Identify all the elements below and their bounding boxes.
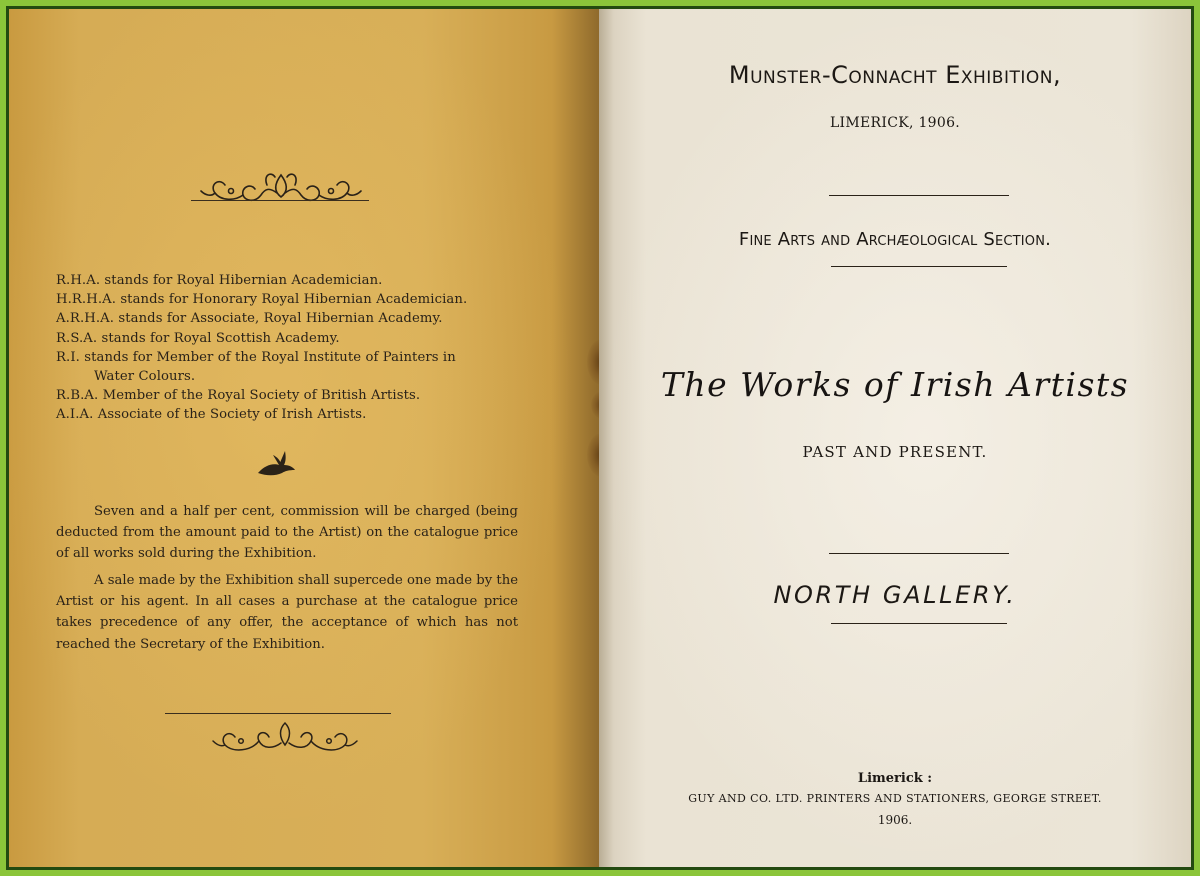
section-title: Fine Arts and Archæological Section. [738, 229, 1052, 250]
top-scroll-ornament [191, 157, 371, 209]
bird-icon [255, 443, 297, 479]
abbreviation-item: H.R.H.A. stands for Honorary Royal Hibernian Academician. [56, 292, 468, 308]
sale-notice: A sale made by the Exhibition shall supercede one made by the Artist or his agent. In all cases a purchase at the catalogue price takes precedence of any offer, the acceptance of which has not reached the Secretary of the Exhibition. [56, 573, 518, 652]
left-page [9, 9, 599, 867]
rule-1 [829, 195, 1009, 196]
place-and-year: LIMERICK, 1906. [829, 115, 961, 131]
rule-2 [831, 266, 1007, 267]
gallery-title: NORTH GALLERY. [773, 581, 1017, 609]
top-rule [191, 200, 369, 201]
right-page [599, 9, 1191, 867]
abbreviation-item: A.I.A. Associate of the Society of Irish Artists. [56, 407, 367, 423]
catalogue-subtitle: PAST AND PRESENT. [802, 443, 988, 461]
commission-notice: Seven and a half per cent, commission will be charged (being deducted from the amount paid to the Artist) on the catalogue price of all works sold during the Exhibition. [56, 504, 518, 562]
catalogue-title: The Works of Irish Artists [660, 365, 1130, 404]
imprint-city: Limerick : [857, 771, 933, 786]
bottom-rule [165, 713, 391, 714]
rule-4 [831, 623, 1007, 624]
imprint-printer: GUY AND CO. LTD. PRINTERS AND STATIONERS, GEORGE STREET. [688, 792, 1102, 805]
abbreviation-item: R.B.A. Member of the Royal Society of British Artists. [56, 388, 421, 404]
rule-3 [829, 553, 1009, 554]
abbreviation-item: R.H.A. stands for Royal Hibernian Academician. [56, 273, 383, 288]
abbreviations-list [56, 271, 526, 425]
abbreviation-item: A.R.H.A. stands for Associate, Royal Hibernian Academy. [56, 311, 443, 327]
abbreviation-item: R.S.A. stands for Royal Scottish Academy. [56, 330, 340, 346]
abbreviation-item: R.I. stands for Member of the Royal Institute of Painters in [56, 349, 456, 365]
bottom-scroll-ornament [205, 715, 365, 759]
abbreviation-item-continued: Water Colours. [94, 369, 196, 385]
imprint-year: 1906. [877, 813, 913, 827]
exhibition-title: Munster-Connacht Exhibition, [728, 61, 1062, 89]
open-catalogue-spread [9, 9, 1191, 867]
